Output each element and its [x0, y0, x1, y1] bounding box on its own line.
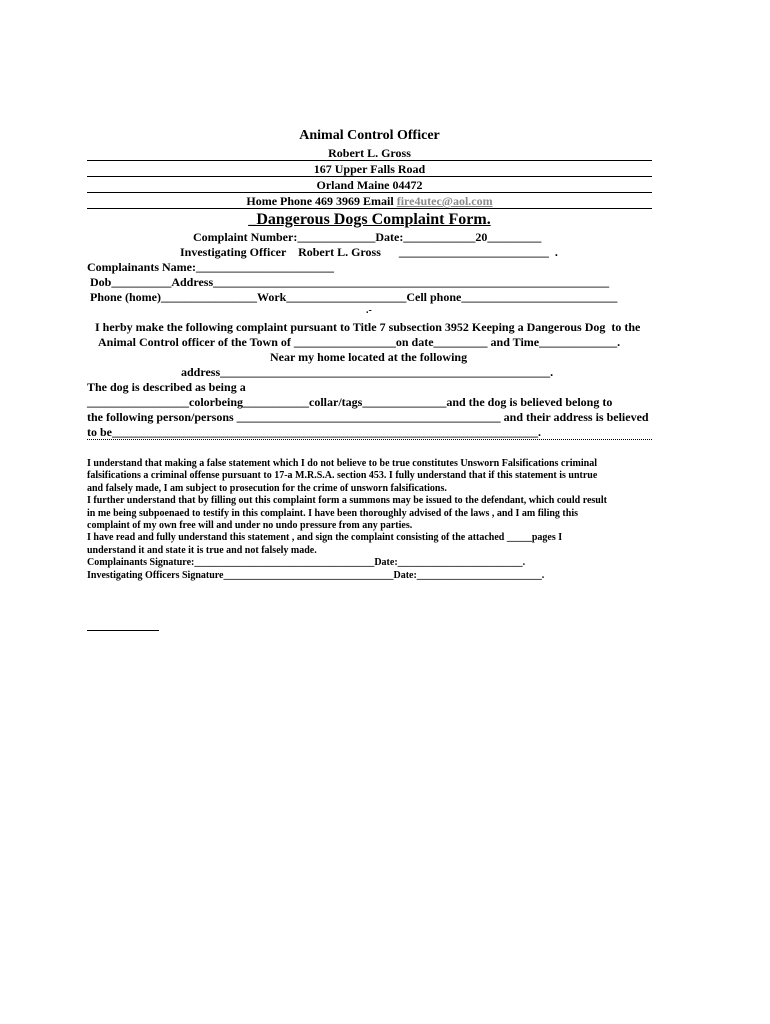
officer-street: 167 Upper Falls Road — [313, 162, 426, 176]
officer-title: Animal Control Officer — [299, 128, 440, 143]
affirmation-line-7[interactable]: I have read and fully understand this statement , and sign the complaint consisting of the attached _____pages I — [87, 532, 563, 544]
statement-line-5: The dog is described as being a — [87, 380, 246, 394]
header-divider-1 — [87, 160, 652, 161]
affirmation-line-6: complaint of my own free will and under no undo pressure from any parties. — [87, 520, 413, 531]
statement-line-1: I herby make the following complaint pursuant to Title 7 subsection 3952 Keeping a Dangerous Dog to the — [95, 320, 641, 334]
complaint-number-field[interactable]: Complaint Number:_____________Date:____________20_________ — [193, 230, 542, 244]
statement-line-2[interactable]: Animal Control officer of the Town of _________________on date_________ and Time_____________. — [98, 335, 621, 349]
header-divider-3 — [87, 192, 652, 193]
officer-name: Robert L. Gross — [328, 146, 411, 160]
header-divider-4 — [87, 208, 652, 209]
statement-line-3: Near my home located at the following — [270, 350, 468, 364]
officer-city: Orland Maine 04472 — [316, 178, 423, 192]
investigating-officer-field[interactable]: Investigating Officer Robert L. Gross _________________________ . — [180, 245, 564, 259]
form-title: _Dangerous Dogs Complaint Form. — [248, 211, 491, 228]
footer-rule — [87, 630, 159, 631]
affirmation-line-8: understand it and state it is true and not falsely made. — [87, 544, 317, 556]
statement-line-7[interactable]: the following person/persons ____________________________________________ and their address is believed — [87, 410, 649, 424]
dob-address-field[interactable]: Dob__________Address__________________________________________________________________ — [87, 275, 610, 289]
statement-line-8[interactable]: to be_______________________________________________________________________. — [87, 425, 541, 439]
complainant-name-field[interactable]: Complainants Name:_______________________ — [87, 260, 335, 274]
header-divider-2 — [87, 176, 652, 177]
affirmation-line-2: falsifications a criminal offense pursuant to 17-a M.R.S.A. section 453. I fully understand that if this statement is untrue — [87, 470, 598, 482]
statement-line-6[interactable]: _________________colorbeing___________collar/tags______________and the dog is believed belong to — [87, 395, 613, 409]
affirmation-line-4: I further understand that by filling out this complaint form a summons may be issued to the defendant, which could result — [87, 495, 607, 507]
officer-contact — [87, 194, 652, 208]
complainant-signature-field[interactable]: Complainants Signature:____________________________________Date:_________________________. — [87, 557, 526, 569]
officer-phone: Home Phone 469 3969 Email — [246, 194, 397, 208]
affirmation-line-1: I understand that making a false statement which I do not believe to be true constitutes Unsworn Falsifications criminal — [87, 458, 597, 469]
email-link[interactable]: fire4utec@aol.com — [396, 194, 493, 208]
affirmation-line-3: and falsely made, I am subject to prosecution for the crime of unsworn falsifications. — [87, 482, 447, 494]
statement-line-4[interactable]: address_______________________________________________________. — [181, 365, 554, 379]
affirmation-line-5: in me being subpoenaed to testify in this complaint. I have been thoroughly advised of the laws , and I am filing this — [87, 507, 578, 519]
phone-fields[interactable]: Phone (home)________________Work____________________Cell phone__________________________ — [87, 290, 618, 304]
stray-mark: .- — [366, 305, 372, 316]
officer-signature-field[interactable]: Investigating Officers Signature__________________________________Date:_________________________. — [87, 569, 545, 581]
dotted-divider — [87, 439, 652, 440]
